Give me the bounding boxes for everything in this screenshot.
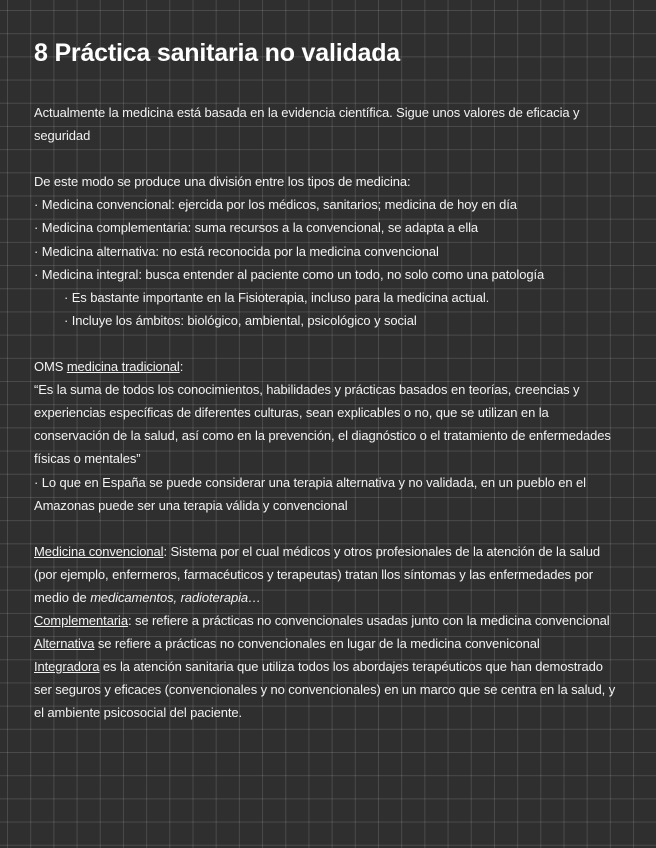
definition-alternativa	[34, 632, 618, 655]
oms-term: medicina tradicional	[66, 359, 180, 375]
definition-integradora	[34, 655, 618, 724]
definition-term: Medicina convencional	[34, 543, 164, 559]
definition-text: se refiere a prácticas no convencionales en lugar de la medicina conveniconal	[94, 636, 540, 652]
oms-quote: “Es la suma de todos los conocimientos, habilidades y prácticas basados en teorías, creencias y experiencias específicas de diferentes culturas, sean explicables o no, que se utilizan en la conservación de la salud, así como en la prevención, el diagnóstico o el tratamiento de enfermedades físicas o mentales”	[34, 382, 611, 467]
note-page	[34, 36, 618, 725]
definition-convencional	[34, 540, 618, 609]
oms-prefix: OMS	[34, 359, 67, 375]
definition-text: : se refiere a prácticas no convencionales usadas junto con la medicina convencional	[127, 613, 610, 629]
integral-subitem-fisioterapia: · Es bastante importante en la Fisioterapia, incluso para la medicina actual.	[64, 289, 490, 305]
integral-subitem-ambitos: · Incluye los ámbitos: biológico, ambiental, psicológico y social	[64, 312, 417, 328]
definition-term: Complementaria	[34, 613, 128, 629]
definition-italic: medicamentos, radioterapia…	[90, 589, 261, 605]
definition-text: es la atención sanitaria que utiliza todos los abordajes terapéuticos que han demostrado ser seguros y eficaces (convencionales y no convencionales) en un marco que se centra en la salud, y el ambiente psicosocial del paciente.	[34, 659, 616, 721]
type-item-complementaria: · Medicina complementaria: suma recursos a la convencional, se adapta a ella	[34, 220, 479, 236]
definition-term: Alternativa	[34, 636, 95, 652]
definition-complementaria	[34, 609, 618, 632]
definition-text: : Sistema por el cual médicos y otros profesionales de la atención de la salud (por ejemplo, enfermeros, farmacéuticos y terapeutas) tratan llos síntomas y las enfermedades por medio de	[34, 543, 601, 605]
division-heading: De este modo se produce una división entre los tipos de medicina:	[34, 174, 411, 190]
page-title: 8 Práctica sanitaria no validada	[34, 39, 400, 67]
spacer	[34, 147, 618, 170]
intro-paragraph: Actualmente la medicina está basada en la evidencia científica. Sigue unos valores de eficacia y seguridad	[34, 105, 580, 144]
oms-suffix: :	[179, 359, 184, 375]
spacer	[34, 332, 618, 355]
definition-term: Integradora	[34, 659, 100, 675]
type-item-alternativa: · Medicina alternativa: no está reconocida por la medicina convencional	[34, 243, 439, 259]
type-item-convencional: · Medicina convencional: ejercida por los médicos, sanitarios; medicina de hoy en día	[34, 197, 517, 213]
type-item-integral: · Medicina integral: busca entender al paciente como un todo, no solo como una patología	[34, 266, 545, 282]
oms-note: · Lo que en España se puede considerar una terapia alternativa y no validada, en un pueblo en el Amazonas puede ser una terapia válida y convencional	[34, 474, 586, 513]
spacer	[34, 517, 618, 540]
oms-heading	[34, 355, 618, 378]
